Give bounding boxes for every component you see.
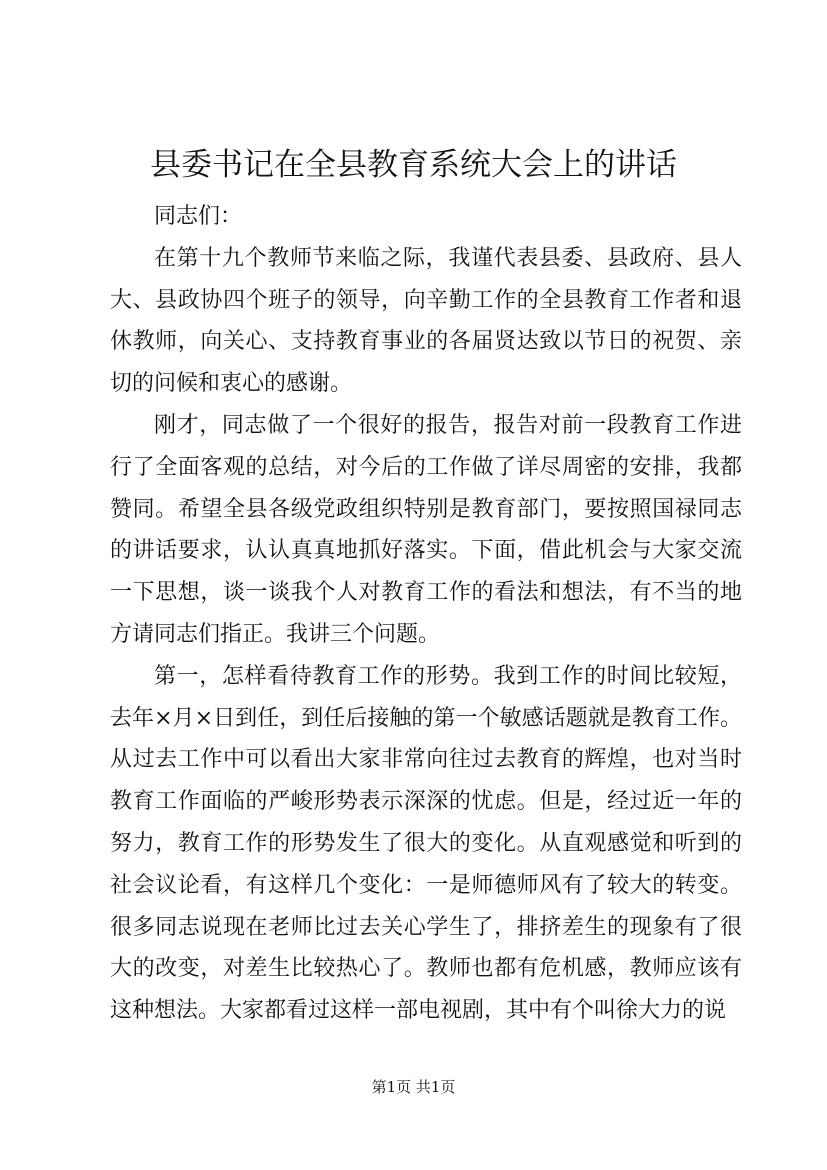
document-title: 县委书记在全县教育系统大会上的讲话 — [150, 147, 677, 183]
page-footer: 第1页 共1页 — [371, 1078, 456, 1096]
salutation: 同志们： — [154, 204, 243, 229]
paragraph-3: 第一，怎样看待教育工作的形势。我到工作的时间比较短，去年×月×日到任，到任后接触的第一个敏感话题就是教育工作。从过去工作中可以看出大家非常向往过去教育的辉煌，也对当时教育工作面临的严峻形势表示深深的忧虑。但是，经过近一年的努力，教育工作的形势发生了很大的变化。从直观感觉和听到的社会议论看，有这样几个变化：一是师德师风有了较大的转变。很多同志说现在老师比过去关心学生了，排挤差生的现象有了很大的改变，对差生比较热心了。教师也都有危机感，教师应该有这种想法。大家都看过这样一部电视剧，其中有个叫徐大力的说 — [110, 663, 742, 1024]
document-body — [110, 196, 742, 1032]
paragraph-1: 在第十九个教师节来临之际，我谨代表县委、县政府、县人大、县政协四个班子的领导，向辛勤工作的全县教育工作者和退休教师，向关心、支持教育事业的各届贤达致以节日的祝贺、亲切的问候和衷心的感谢。 — [110, 245, 742, 397]
paragraph-2: 刚才，同志做了一个很好的报告，报告对前一段教育工作进行了全面客观的总结，对今后的工作做了详尽周密的安排，我都赞同。希望全县各级党政组织特别是教育部门，要按照国禄同志的讲话要求，认认真真地抓好落实。下面，借此机会与大家交流一下思想，谈一谈我个人对教育工作的看法和想法，有不当的地方请同志们指正。我讲三个问题。 — [110, 412, 742, 647]
